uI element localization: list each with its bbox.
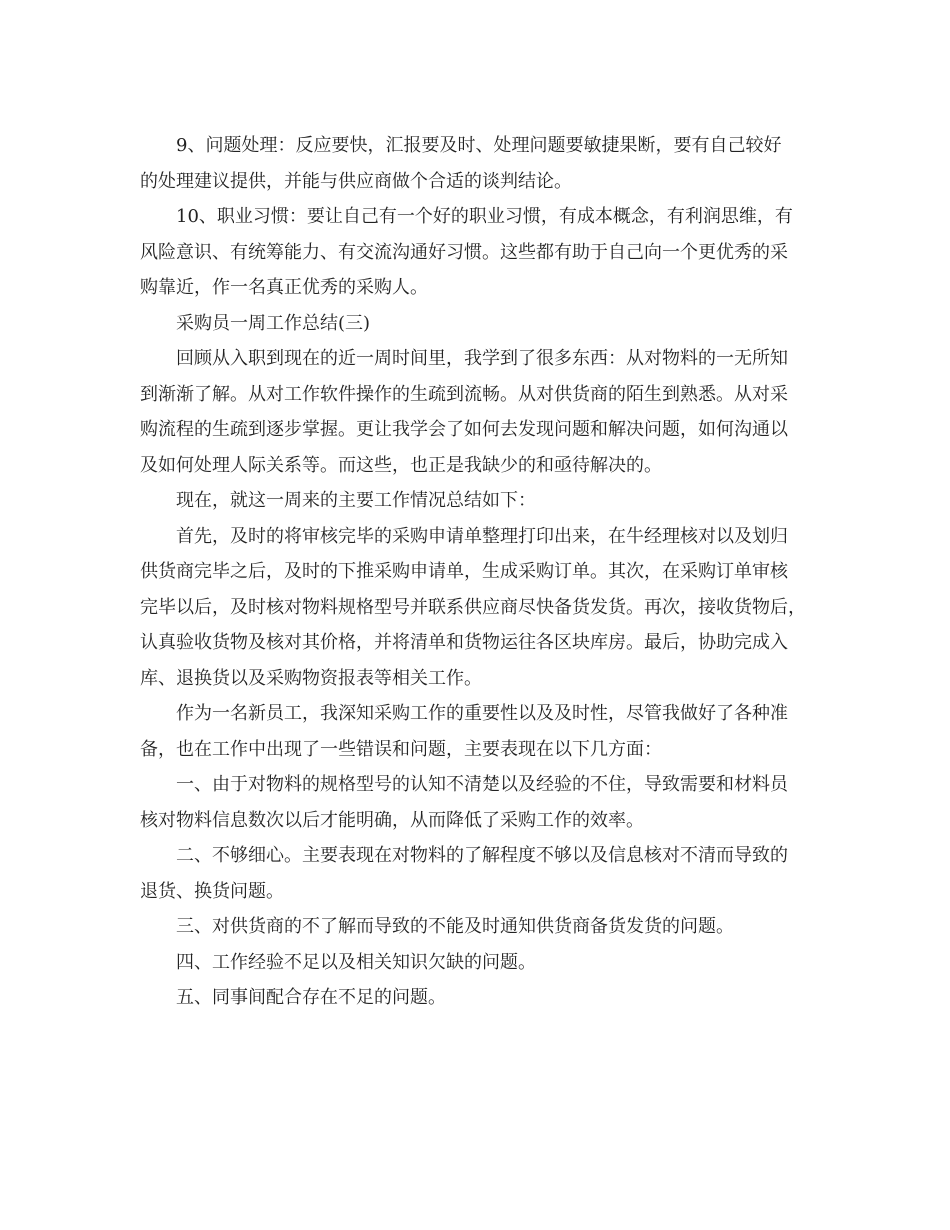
- text-line: 供货商完毕之后，及时的下推采购申请单，生成采购订单。其次，在采购订单审核: [140, 561, 788, 582]
- paragraph-issue-3: [140, 909, 820, 945]
- text-line: 回顾从入职到现在的近一周时间里，我学到了很多东西：从对物料的一无所知: [176, 348, 788, 369]
- text-line: 到渐渐了解。从对工作软件操作的生疏到流畅。从对供货商的陌生到熟悉。从对采: [140, 383, 788, 405]
- text-line: 三、对供货商的不了解而导致的不能及时通知供货商备货发货的问题。: [176, 916, 734, 937]
- text-line: 的处理建议提供，并能与供应商做个合适的谈判结论。: [140, 170, 572, 192]
- text-line: 首先，及时的将审核完毕的采购申请单整理打印出来，在牛经理核对以及划归: [176, 525, 788, 547]
- paragraph-issue-4: [140, 945, 820, 981]
- text-line: 9、问题处理：反应要快，汇报要及时、处理问题要敏捷果断，要有自己较好: [176, 135, 782, 156]
- text-line: 备，也在工作中出现了一些错误和问题，主要表现在以下几方面：: [140, 738, 662, 760]
- text-line: 10、职业习惯：要让自己有一个好的职业习惯，有成本概念，有利润思维，有: [176, 206, 793, 227]
- paragraph-work-habits: [140, 199, 820, 306]
- text-line: 四、工作经验不足以及相关知识欠缺的问题。: [176, 951, 536, 973]
- paragraph-review: [140, 341, 820, 483]
- text-line: 核对物料信息数次以后才能明确，从而降低了采购工作的效率。: [140, 809, 644, 831]
- text-line: 现在，就这一周来的主要工作情况总结如下：: [176, 490, 536, 511]
- paragraph-issue-1: [140, 767, 820, 838]
- heading-text: 采购员一周工作总结(三): [176, 312, 371, 334]
- text-line: 作为一名新员工，我深知采购工作的重要性以及及时性，尽管我做好了各种准: [176, 703, 788, 724]
- text-line: 及如何处理人际关系等。而这些，也正是我缺少的和亟待解决的。: [140, 454, 662, 476]
- text-line: 五、同事间配合存在不足的问题。: [176, 987, 446, 1008]
- paragraph-new-employee: [140, 696, 820, 767]
- text-line: 退货、换货问题。: [140, 880, 284, 902]
- text-line: 风险意识、有统筹能力、有交流沟通好习惯。这些都有助于自己向一个更优秀的采: [140, 241, 788, 263]
- text-line: 完毕以后，及时核对物料规格型号并联系供应商尽快备货发货。再次，接收货物后，: [140, 596, 806, 618]
- text-line: 二、不够细心。主要表现在对物料的了解程度不够以及信息核对不清而导致的: [176, 845, 788, 866]
- paragraph-problem-handling: [140, 128, 820, 199]
- text-line: 购靠近，作一名真正优秀的采购人。: [140, 277, 428, 298]
- paragraph-summary-intro: [140, 483, 820, 519]
- paragraph-issue-2: [140, 838, 820, 909]
- text-line: 认真验收货物及核对其价格，并将清单和货物运往各区块库房。最后，协助完成入: [140, 632, 788, 653]
- document-body: [140, 128, 820, 1016]
- text-line: 一、由于对物料的规格型号的认知不清楚以及经验的不住，导致需要和材料员: [176, 774, 788, 795]
- paragraph-issue-5: [140, 980, 820, 1016]
- text-line: 库、退换货以及采购物资报表等相关工作。: [140, 667, 482, 689]
- section-heading: [140, 306, 820, 342]
- text-line: 购流程的生疏到逐步掌握。更让我学会了如何去发现问题和解决问题，如何沟通以: [140, 419, 788, 440]
- paragraph-work-details: [140, 519, 820, 697]
